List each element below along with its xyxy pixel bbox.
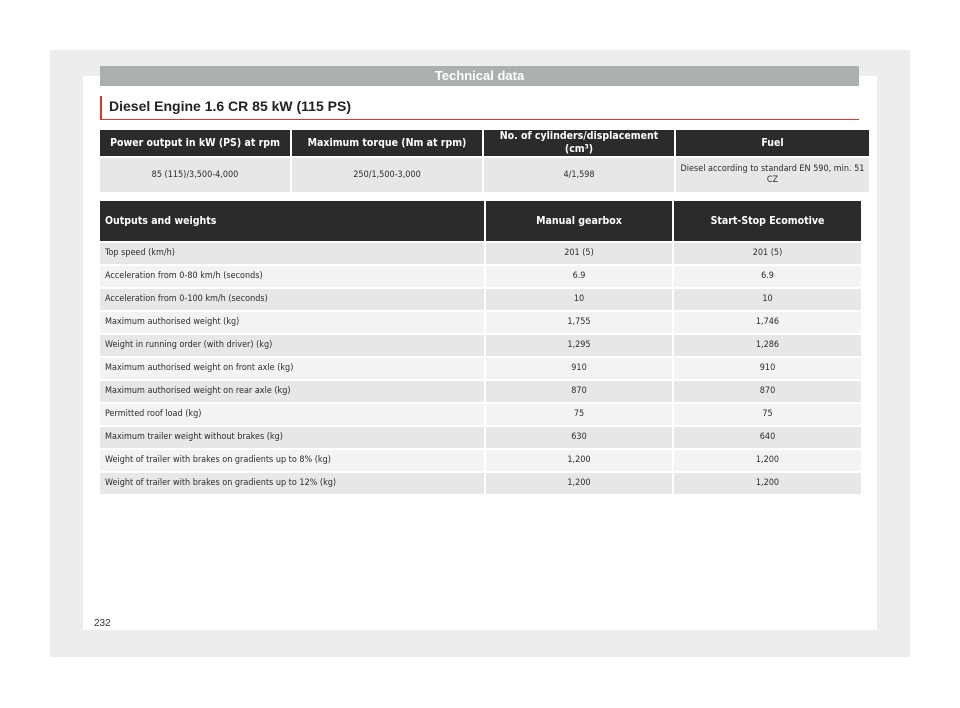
cell-manual: 1,200 [486,450,672,471]
table-row [100,335,861,356]
cell-cylinders: 4/1,598 [484,158,674,192]
table-row [100,381,861,402]
cell-startstop: 640 [674,427,861,448]
cell-label: Maximum trailer weight without brakes (kg) [100,427,484,448]
header-fuel: Fuel [676,130,869,156]
table-row [100,450,861,471]
cell-startstop: 75 [674,404,861,425]
table-row [100,358,861,379]
page-number: 232 [94,618,111,629]
cell-manual: 1,200 [486,473,672,494]
table-row [100,427,861,448]
cell-manual: 201 (5) [486,243,672,264]
cell-startstop: 10 [674,289,861,310]
table-row [100,243,861,264]
cell-manual: 10 [486,289,672,310]
header-torque: Maximum torque (Nm at rpm) [292,130,482,156]
header-startstop: Start-Stop Ecomotive [674,201,861,241]
cell-label: Maximum authorised weight (kg) [100,312,484,333]
cell-startstop: 1,286 [674,335,861,356]
cell-startstop: 870 [674,381,861,402]
cell-label: Maximum authorised weight on front axle (kg) [100,358,484,379]
cell-label: Top speed (km/h) [100,243,484,264]
cell-label: Weight of trailer with brakes on gradients up to 8% (kg) [100,450,484,471]
header-cylinders: No. of cylinders/displacement (cm³) [484,130,674,156]
cell-torque: 250/1,500-3,000 [292,158,482,192]
cell-manual: 1,755 [486,312,672,333]
cell-manual: 6.9 [486,266,672,287]
cell-manual: 1,295 [486,335,672,356]
table-row [100,158,869,192]
header-outputs: Outputs and weights [100,201,484,241]
cell-label: Weight in running order (with driver) (kg) [100,335,484,356]
cell-startstop: 1,746 [674,312,861,333]
table-row [100,266,861,287]
cell-manual: 910 [486,358,672,379]
cell-label: Weight of trailer with brakes on gradients up to 12% (kg) [100,473,484,494]
cell-manual: 870 [486,381,672,402]
cell-power: 85 (115)/3,500-4,000 [100,158,290,192]
weights-table-header [100,201,861,241]
engine-heading: Diesel Engine 1.6 CR 85 kW (115 PS) [100,96,859,120]
cell-manual: 630 [486,427,672,448]
cell-startstop: 910 [674,358,861,379]
cell-manual: 75 [486,404,672,425]
cell-startstop: 6.9 [674,266,861,287]
cell-startstop: 1,200 [674,473,861,494]
cell-label: Acceleration from 0-100 km/h (seconds) [100,289,484,310]
table-row [100,404,861,425]
table-row [100,473,861,494]
weights-table [98,199,863,496]
cell-label: Permitted roof load (kg) [100,404,484,425]
table-row [100,289,861,310]
cell-startstop: 201 (5) [674,243,861,264]
header-power: Power output in kW (PS) at rpm [100,130,290,156]
engine-table-header [100,130,869,156]
section-title: Technical data [100,66,859,86]
table-row [100,312,861,333]
cell-label: Maximum authorised weight on rear axle (kg) [100,381,484,402]
cell-startstop: 1,200 [674,450,861,471]
header-manual: Manual gearbox [486,201,672,241]
engine-table [98,128,871,194]
cell-fuel: Diesel according to standard EN 590, min. 51 CZ [676,158,869,192]
cell-label: Acceleration from 0-80 km/h (seconds) [100,266,484,287]
